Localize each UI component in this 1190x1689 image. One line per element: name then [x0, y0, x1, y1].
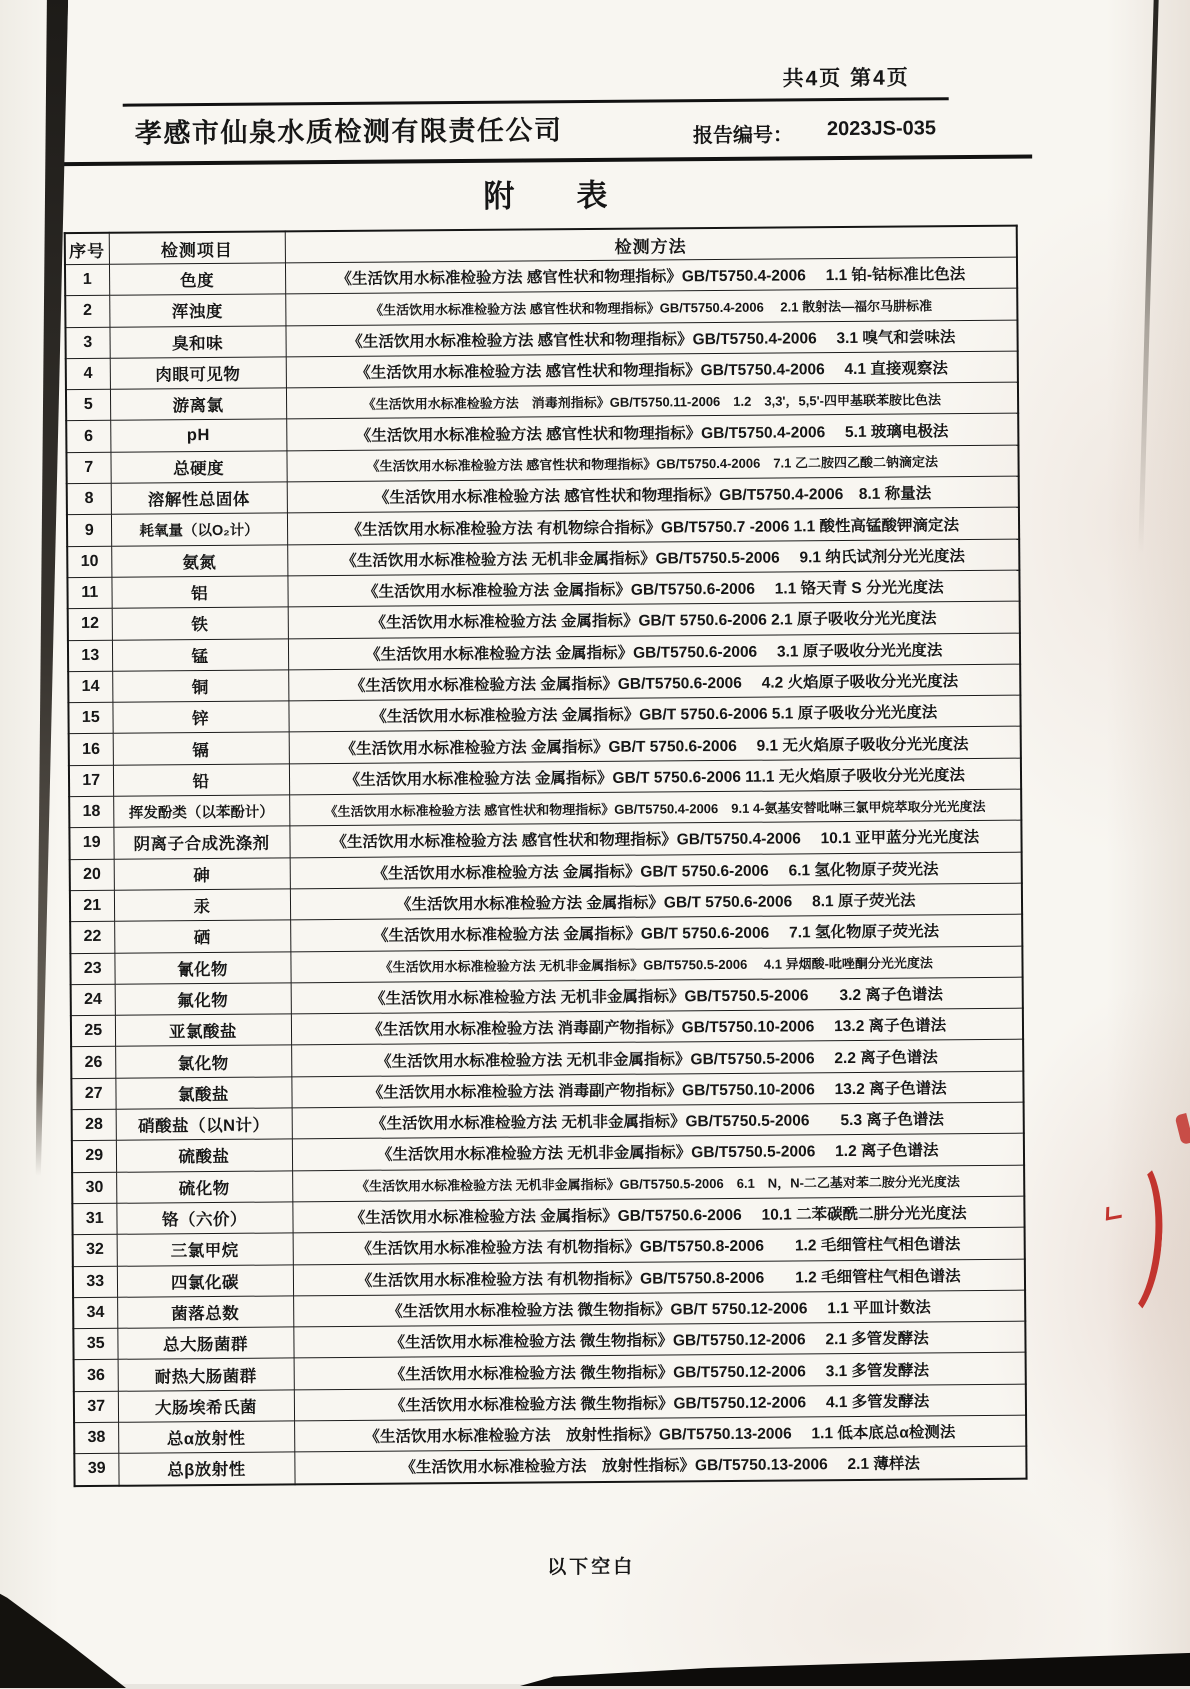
cell-no: 17	[69, 765, 113, 797]
cell-method: 《生活饮用水标准检验方法 无机非金属指标》GB/T5750.5-2006 1.2 离子色谱法	[292, 1133, 1024, 1170]
cell-method: 《生活饮用水标准检验方法 消毒剂指标》GB/T5750.11-2006 1.2 3,3'，5,5'-四甲基联苯胺比色法	[286, 382, 1018, 419]
report-number-value: 2023JS-035	[826, 117, 937, 141]
cell-no: 4	[66, 358, 110, 390]
cell-no: 28	[72, 1109, 116, 1141]
cell-method: 《生活饮用水标准检验方法 感官性状和物理指标》GB/T5750.4-2006 8.1 称量法	[287, 476, 1019, 513]
cell-method: 《生活饮用水标准检验方法 无机非金属指标》GB/T5750.5-2006 5.3 离子色谱法	[292, 1102, 1024, 1139]
table-row	[74, 1446, 1026, 1485]
cell-item: 铁	[112, 607, 288, 640]
cell-item: 氨氮	[111, 545, 287, 578]
cell-item: 铝	[111, 576, 287, 609]
cell-item: 亚氯酸盐	[115, 1014, 291, 1047]
cell-method: 《生活饮用水标准检验方法 感官性状和物理指标》GB/T5750.4-2006 5.1 玻璃电极法	[286, 414, 1018, 451]
cell-no: 1	[65, 264, 109, 296]
cell-no: 38	[74, 1422, 118, 1454]
cell-item: 汞	[114, 889, 290, 922]
cell-method: 《生活饮用水标准检验方法 无机非金属指标》GB/T5750.5-2006 2.2 离子色谱法	[291, 1040, 1023, 1077]
cell-item: 色度	[109, 263, 285, 296]
cell-item: 浑浊度	[109, 294, 285, 327]
cell-no: 35	[73, 1328, 117, 1360]
footer-note: 以下空白	[547, 1556, 636, 1579]
header-cell-no: 序号	[65, 233, 109, 265]
cell-method: 《生活饮用水标准检验方法 微生物指标》GB/T5750.12-2006 2.1 多管发酵法	[293, 1321, 1025, 1358]
cell-method: 《生活饮用水标准检验方法 金属指标》GB/T5750.6-2006 3.1 原子吸收分光光度法	[288, 633, 1020, 670]
cell-method: 《生活饮用水标准检验方法 金属指标》GB/T 5750.6-2006 5.1 原子吸收分光光度法	[288, 695, 1020, 732]
cell-no: 8	[67, 483, 111, 515]
cell-item: 硫化物	[116, 1171, 292, 1204]
cell-no: 13	[68, 640, 112, 672]
cell-method: 《生活饮用水标准检验方法 感官性状和物理指标》GB/T5750.4-2006 1.1 铂-钴标准比色法	[285, 257, 1017, 294]
cell-no: 10	[67, 546, 111, 578]
cell-item: 耗氧量（以O₂计）	[111, 513, 287, 546]
cell-method: 《生活饮用水标准检验方法 金属指标》GB/T 5750.6-2006 7.1 氢化物原子荧光法	[290, 914, 1022, 951]
header-cell-item: 检测项目	[109, 231, 285, 264]
cell-no: 27	[71, 1078, 115, 1110]
cell-item: 镉	[113, 732, 289, 765]
cell-no: 39	[74, 1454, 118, 1486]
cell-item: 总硬度	[110, 451, 286, 484]
report-number	[693, 117, 936, 148]
cell-method: 《生活饮用水标准检验方法 无机非金属指标》GB/T5750.5-2006 3.2 离子色谱法	[291, 977, 1023, 1014]
cell-method: 《生活饮用水标准检验方法 无机非金属指标》GB/T5750.5-2006 4.1 异烟酸-吡唑酮分光光度法	[290, 946, 1022, 983]
header-rule-top	[123, 97, 949, 106]
method-table-body	[65, 257, 1027, 1486]
cell-no: 15	[68, 702, 112, 734]
cell-no: 11	[67, 577, 111, 609]
cell-no: 9	[67, 515, 111, 547]
cell-no: 31	[72, 1203, 116, 1235]
cell-method: 《生活饮用水标准检验方法 有机物综合指标》GB/T5750.7 -2006 1.1 酸性高锰酸钾滴定法	[287, 508, 1019, 545]
cell-method: 《生活饮用水标准检验方法 微生物指标》GB/T 5750.12-2006 1.1 平皿计数法	[293, 1290, 1025, 1327]
cell-item: 三氯甲烷	[117, 1233, 293, 1266]
cell-no: 18	[69, 796, 113, 828]
cell-no: 24	[71, 984, 115, 1016]
cell-item: 大肠埃希氏菌	[118, 1390, 294, 1423]
cell-method: 《生活饮用水标准检验方法 金属指标》GB/T 5750.6-2006 6.1 氢化物原子荧光法	[290, 852, 1022, 889]
cell-item: 溶解性总固体	[111, 482, 287, 515]
pagination: 共4页 第4页	[782, 66, 910, 91]
cell-item: 总β放射性	[118, 1452, 294, 1485]
cell-method: 《生活饮用水标准检验方法 感官性状和物理指标》GB/T5750.4-2006 4.1 直接观察法	[286, 351, 1018, 388]
cell-method: 《生活饮用水标准检验方法 有机物指标》GB/T5750.8-2006 1.2 毛细管柱气相色谱法	[293, 1259, 1025, 1296]
cell-item: 肉眼可见物	[110, 357, 286, 390]
cell-item: 氰化物	[114, 951, 290, 984]
cell-method: 《生活饮用水标准检验方法 金属指标》GB/T 5750.6-2006 11.1 无火焰原子吸收分光光度法	[289, 758, 1021, 795]
cell-method: 《生活饮用水标准检验方法 放射性指标》GB/T5750.13-2006 2.1 薄样法	[294, 1446, 1026, 1484]
cell-no: 7	[66, 452, 110, 484]
cell-no: 16	[69, 734, 113, 766]
cell-no: 21	[70, 890, 114, 922]
cell-item: 挥发酚类（以苯酚计）	[113, 795, 289, 828]
cell-method: 《生活饮用水标准检验方法 感官性状和物理指标》GB/T5750.4-2006 7.1 乙二胺四乙酸二钠滴定法	[286, 445, 1018, 482]
cell-item: 铬（六价）	[116, 1202, 292, 1235]
cell-method: 《生活饮用水标准检验方法 有机物指标》GB/T5750.8-2006 1.2 毛细管柱气相色谱法	[293, 1227, 1025, 1264]
cell-method: 《生活饮用水标准检验方法 消毒副产物指标》GB/T5750.10-2006 13.2 离子色谱法	[291, 1071, 1023, 1108]
cell-item: 锌	[112, 701, 288, 734]
cell-item: 硒	[114, 920, 290, 953]
cell-method: 《生活饮用水标准检验方法 金属指标》GB/T5750.6-2006 4.2 火焰原子吸收分光光度法	[288, 664, 1020, 701]
cell-item: 耐热大肠菌群	[118, 1358, 294, 1391]
cell-item: 铜	[112, 670, 288, 703]
cell-item: 四氯化碳	[117, 1264, 293, 1297]
cell-no: 2	[65, 296, 109, 328]
cell-method: 《生活饮用水标准检验方法 金属指标》GB/T 5750.6-2006 9.1 无火焰原子吸收分光光度法	[289, 727, 1021, 764]
cell-no: 32	[73, 1234, 117, 1266]
cell-no: 3	[65, 327, 109, 359]
cell-item: 臭和味	[109, 326, 285, 359]
cell-method: 《生活饮用水标准检验方法 金属指标》GB/T 5750.6-2006 2.1 原子吸收分光光度法	[288, 601, 1020, 638]
cell-no: 30	[72, 1172, 116, 1204]
cell-item: 锰	[112, 638, 288, 671]
cell-item: 阴离子合成洗涤剂	[113, 826, 289, 859]
cell-method: 《生活饮用水标准检验方法 感官性状和物理指标》GB/T5750.4-2006 3.1 嗅气和尝味法	[285, 320, 1017, 357]
test-methods-table	[64, 225, 1028, 1487]
cell-item: 游离氯	[110, 388, 286, 421]
cell-method: 《生活饮用水标准检验方法 微生物指标》GB/T5750.12-2006 4.1 多管发酵法	[294, 1384, 1026, 1421]
header-rule-bottom	[50, 155, 1032, 167]
cell-method: 《生活饮用水标准检验方法 金属指标》GB/T 5750.6-2006 8.1 原子荧光法	[290, 883, 1022, 920]
cell-item: 总α放射性	[118, 1421, 294, 1454]
cell-no: 6	[66, 421, 110, 453]
cell-item: 氟化物	[115, 983, 291, 1016]
cell-no: 12	[68, 609, 112, 641]
cell-method: 《生活饮用水标准检验方法 感官性状和物理指标》GB/T5750.4-2006 10.1 亚甲蓝分光光度法	[289, 820, 1021, 857]
header-cell-method: 检测方法	[285, 226, 1017, 263]
cell-item: 硫酸盐	[116, 1139, 292, 1172]
cell-method: 《生活饮用水标准检验方法 金属指标》GB/T5750.6-2006 10.1 二苯碳酰二肼分光光度法	[292, 1196, 1024, 1233]
cell-method: 《生活饮用水标准检验方法 无机非金属指标》GB/T5750.5-2006 6.1 N，N-二乙基对苯二胺分光光度法	[292, 1165, 1024, 1202]
cell-item: pH	[110, 419, 286, 452]
cell-method: 《生活饮用水标准检验方法 感官性状和物理指标》GB/T5750.4-2006 9.1 4-氨基安替吡啉三氯甲烷萃取分光光度法	[289, 789, 1021, 826]
cell-no: 25	[71, 1015, 115, 1047]
company-name: 孝感市仙泉水质检测有限责任公司	[134, 115, 563, 149]
cell-method: 《生活饮用水标准检验方法 微生物指标》GB/T5750.12-2006 3.1 多管发酵法	[294, 1353, 1026, 1390]
cell-no: 36	[74, 1360, 118, 1392]
cell-item: 硝酸盐（以N计）	[116, 1108, 292, 1141]
cell-item: 铅	[113, 764, 289, 797]
cell-item: 氯酸盐	[115, 1077, 291, 1110]
cell-no: 33	[73, 1266, 117, 1298]
report-number-label: 报告编号：	[692, 124, 794, 148]
cell-method: 《生活饮用水标准检验方法 金属指标》GB/T5750.6-2006 1.1 铬天青 S 分光光度法	[287, 570, 1019, 607]
cell-item: 总大肠菌群	[117, 1327, 293, 1360]
cell-no: 19	[69, 828, 113, 860]
cell-item: 菌落总数	[117, 1296, 293, 1329]
cell-no: 22	[70, 922, 114, 954]
cell-no: 5	[66, 389, 110, 421]
cell-method: 《生活饮用水标准检验方法 消毒副产物指标》GB/T5750.10-2006 13.2 离子色谱法	[291, 1008, 1023, 1045]
cell-item: 砷	[114, 858, 290, 891]
page-title: 附 表	[483, 177, 608, 214]
cell-item: 氯化物	[115, 1045, 291, 1078]
cell-method: 《生活饮用水标准检验方法 感官性状和物理指标》GB/T5750.4-2006 2.1 散射法—福尔马肼标准	[285, 288, 1017, 325]
cell-no: 26	[71, 1047, 115, 1079]
cell-no: 14	[68, 671, 112, 703]
cell-no: 37	[74, 1391, 118, 1423]
cell-no: 20	[70, 859, 114, 891]
cell-method: 《生活饮用水标准检验方法 无机非金属指标》GB/T5750.5-2006 9.1 纳氏试剂分光光度法	[287, 539, 1019, 576]
cell-no: 23	[70, 953, 114, 985]
cell-no: 34	[73, 1297, 117, 1329]
cell-method: 《生活饮用水标准检验方法 放射性指标》GB/T5750.13-2006 1.1 低本底总α检测法	[294, 1415, 1026, 1452]
cell-no: 29	[72, 1141, 116, 1173]
